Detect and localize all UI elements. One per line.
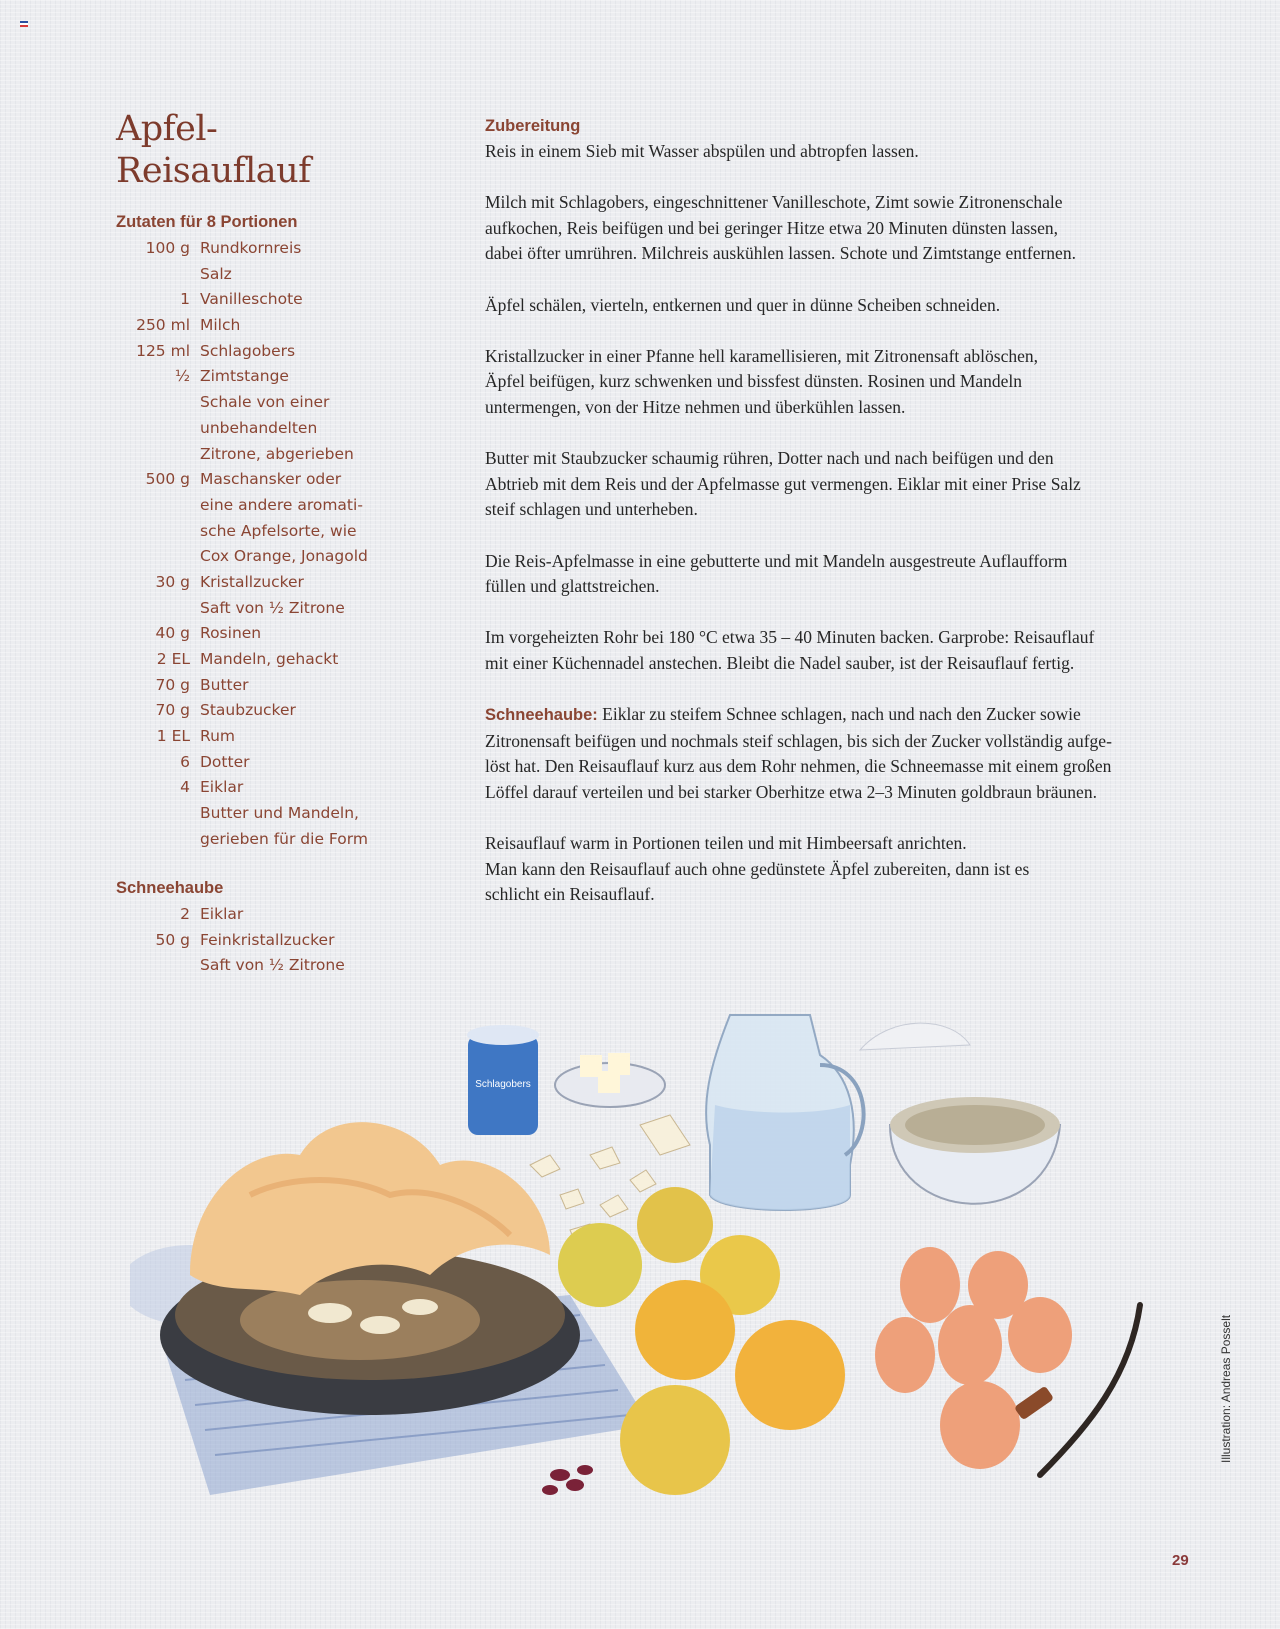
step-line: untermengen, von der Hitze nehmen und überkühlen lassen. xyxy=(485,396,906,417)
ingredient-name: Rosinen xyxy=(200,624,262,643)
ingredient-name: Rum xyxy=(200,727,235,746)
ingredient-row xyxy=(116,236,406,262)
ingredient-name: Salz xyxy=(200,264,232,283)
ingredient-row xyxy=(116,724,406,750)
ingredient-quantity: 125 ml xyxy=(136,341,190,360)
ingredient-row xyxy=(116,287,406,313)
ingredient-name: Eiklar xyxy=(200,778,244,797)
ingredient-row xyxy=(116,647,406,673)
ingredient-quantity: 4 xyxy=(180,778,190,797)
ingredient-row xyxy=(116,313,406,339)
ingredient-quantity xyxy=(116,442,200,468)
step-line: schlicht ein Reisauflauf. xyxy=(485,884,655,905)
ingredient-row xyxy=(116,416,406,442)
ingredient-name: Butter und Mandeln, xyxy=(200,804,359,823)
ingredient-name: Zimtstange xyxy=(200,367,289,386)
ingredient-row xyxy=(116,698,406,724)
preparation-text xyxy=(485,139,1205,908)
ingredient-quantity: 2 xyxy=(180,905,190,923)
ingredient-quantity xyxy=(116,493,200,519)
ingredient-name: Zitrone, abgerieben xyxy=(200,444,354,463)
ingredient-row xyxy=(116,364,406,390)
ingredient-quantity xyxy=(116,801,200,827)
ingredient-quantity: 500 g xyxy=(145,470,190,489)
ingredient-quantity xyxy=(116,953,200,979)
ingredient-row xyxy=(116,390,406,416)
step-line: Im vorgeheizten Rohr bei 180 °C etwa 35 – 40 Minuten backen. Garprobe: Reisauflauf xyxy=(485,627,1095,648)
step-line: Reisauflauf warm in Portionen teilen und mit Himbeersaft anrichten. xyxy=(485,833,967,854)
ingredient-quantity: 100 g xyxy=(145,239,190,257)
step-line: Milch mit Schlagobers, eingeschnittener Vanilleschote, Zimt sowie Zitronenschale xyxy=(485,192,1063,213)
ingredient-quantity: 70 g xyxy=(155,701,190,720)
step-line: Reis in einem Sieb mit Wasser abspülen und abtropfen lassen. xyxy=(485,141,919,161)
step-line: Kristallzucker in einer Pfanne hell karamellisieren, mit Zitronensaft ablöschen, xyxy=(485,345,1038,366)
ingredient-name: Milch xyxy=(200,316,241,335)
ingredient-name: Saft von ½ Zitrone xyxy=(200,956,345,975)
step-line: Eiklar zu steifem Schnee schlagen, nach und nach den Zucker sowie xyxy=(597,704,1081,725)
ingredient-name: Eiklar xyxy=(200,905,244,923)
ingredient-quantity: 1 EL xyxy=(156,727,190,746)
illustration-credit: Illustration: Andreas Posselt xyxy=(1219,1314,1233,1463)
step-line: Zitronensaft beifügen und nochmals steif schlagen, bis sich der Zucker vollständig aufge- xyxy=(485,730,1112,751)
ingredient-row xyxy=(116,544,406,570)
recipe-illustration xyxy=(130,995,1190,1535)
ingredient-row xyxy=(116,673,406,699)
ingredient-row xyxy=(116,902,406,928)
sugar-pile xyxy=(860,1023,970,1050)
step-line: Äpfel beifügen, kurz schwenken und bissfest dünsten. Rosinen und Mandeln xyxy=(485,371,1023,392)
ingredient-name: Staubzucker xyxy=(200,701,296,720)
raisins xyxy=(542,1465,593,1495)
ingredient-row xyxy=(116,262,406,288)
ingredient-name: Cox Orange, Jonagold xyxy=(200,547,368,566)
schneehaube-ingredients-list xyxy=(116,902,406,979)
step-line: dabei öfter umrühren. Milchreis auskühlen lassen. Schote und Zimtstange entfernen. xyxy=(485,243,1076,264)
ingredient-row xyxy=(116,827,406,853)
ingredient-row xyxy=(116,442,406,468)
preparation-step xyxy=(485,344,1205,421)
ingredient-row xyxy=(116,339,406,365)
step-line: füllen und glattstreichen. xyxy=(485,576,660,597)
ingredient-quantity: 250 ml xyxy=(136,316,190,335)
ingredient-row xyxy=(116,493,406,519)
ingredient-name: Schlagobers xyxy=(200,341,296,360)
step-line: Man kann den Reisauflauf auch ohne gedünstete Äpfel zubereiten, dann ist es xyxy=(485,858,1030,879)
step-line: löst hat. Den Reisauflauf kurz aus dem Rohr nehmen, die Schneemasse mit einem großen xyxy=(485,756,1112,777)
ingredient-name: Kristallzucker xyxy=(200,572,304,591)
preparation-step xyxy=(485,190,1205,267)
preparation-step xyxy=(485,831,1205,908)
ingredient-quantity: 2 EL xyxy=(156,650,190,668)
ingredient-name: Maschansker oder xyxy=(200,470,342,489)
cream-cup-label: Schlagobers xyxy=(475,1079,531,1090)
cinnamon-stick xyxy=(1014,1386,1054,1421)
ingredients-heading: Zutaten für 8 Portionen xyxy=(116,213,298,231)
ingredient-quantity: ½ xyxy=(174,367,190,386)
preparation-step xyxy=(485,549,1205,600)
ingredient-name: eine andere aromati- xyxy=(200,495,363,514)
preparation-section xyxy=(485,113,1205,933)
ingredient-name: Rundkornreis xyxy=(200,239,302,257)
ingredient-name: Dotter xyxy=(200,752,250,771)
ingredient-row xyxy=(116,467,406,493)
ingredient-quantity: 70 g xyxy=(155,675,190,694)
ingredient-row xyxy=(116,750,406,776)
preparation-step xyxy=(485,139,1205,165)
preparation-step xyxy=(485,293,1205,319)
step-line: mit einer Küchennadel anstechen. Bleibt die Nadel sauber, ist der Reisauflauf fertig. xyxy=(485,652,1075,673)
ingredient-name: sche Apfelsorte, wie xyxy=(200,521,357,540)
step-line: steif schlagen und unterheben. xyxy=(485,499,698,520)
ingredient-name: Butter xyxy=(200,675,249,694)
ingredient-name: Feinkristallzucker xyxy=(200,930,335,949)
step-line: Die Reis-Apfelmasse in eine gebutterte und mit Mandeln ausgestreute Auflaufform xyxy=(485,550,1068,571)
ingredient-quantity: 30 g xyxy=(155,572,190,591)
apples xyxy=(558,1187,845,1495)
ingredient-row xyxy=(116,801,406,827)
ingredient-row xyxy=(116,953,406,979)
preparation-step xyxy=(485,625,1205,676)
preparation-step xyxy=(485,702,1205,805)
ingredient-quantity: 40 g xyxy=(155,624,190,643)
ingredient-quantity xyxy=(116,827,200,853)
recipe-title-line2: Reisauflauf xyxy=(116,151,311,191)
step-lead: Schneehaube: xyxy=(485,706,598,725)
ingredients-list xyxy=(116,236,406,853)
ingredient-quantity xyxy=(116,262,200,288)
ingredient-quantity xyxy=(116,544,200,570)
ingredient-name: Vanilleschote xyxy=(200,290,303,309)
ingredient-quantity: 6 xyxy=(180,752,190,771)
step-line: aufkochen, Reis beifügen und bei geringer Hitze etwa 20 Minuten dünsten lassen, xyxy=(485,217,1058,238)
ingredient-row xyxy=(116,928,406,954)
ingredient-row xyxy=(116,621,406,647)
ingredient-quantity xyxy=(116,416,200,442)
ingredient-name: Saft von ½ Zitrone xyxy=(200,598,345,617)
ingredient-name: unbehandelten xyxy=(200,418,318,437)
ingredient-row xyxy=(116,570,406,596)
ingredient-name: gerieben für die Form xyxy=(200,829,368,848)
ingredient-quantity: 50 g xyxy=(155,930,190,949)
step-line: Äpfel schälen, vierteln, entkernen und quer in dünne Scheiben schneiden. xyxy=(485,294,1001,315)
ingredient-quantity xyxy=(116,390,200,416)
recipe-title xyxy=(116,108,311,192)
eggs xyxy=(875,1247,1072,1469)
flag-icon xyxy=(20,21,28,27)
step-line: Abtrieb mit dem Reis und der Apfelmasse gut vermengen. Eiklar mit einer Prise Salz xyxy=(485,473,1081,494)
ingredient-row xyxy=(116,596,406,622)
ingredient-quantity xyxy=(116,596,200,622)
ingredient-name: Schale von einer xyxy=(200,393,330,412)
ingredient-quantity: 1 xyxy=(180,290,190,309)
schneehaube-heading: Schneehaube xyxy=(116,879,224,897)
recipe-title-line1: Apfel- xyxy=(116,109,218,149)
page-number: 29 xyxy=(1172,1552,1189,1569)
ingredient-row xyxy=(116,775,406,801)
preparation-step xyxy=(485,446,1205,523)
preparation-heading: Zubereitung xyxy=(485,117,581,135)
step-line: Butter mit Staubzucker schaumig rühren, Dotter nach und nach beifügen und den xyxy=(485,448,1054,469)
ingredient-name: Mandeln, gehackt xyxy=(200,650,339,668)
ingredient-row xyxy=(116,519,406,545)
step-line: Löffel darauf verteilen und bei starker Oberhitze etwa 2–3 Minuten goldbraun bräunen. xyxy=(485,781,1097,802)
ingredient-quantity xyxy=(116,519,200,545)
